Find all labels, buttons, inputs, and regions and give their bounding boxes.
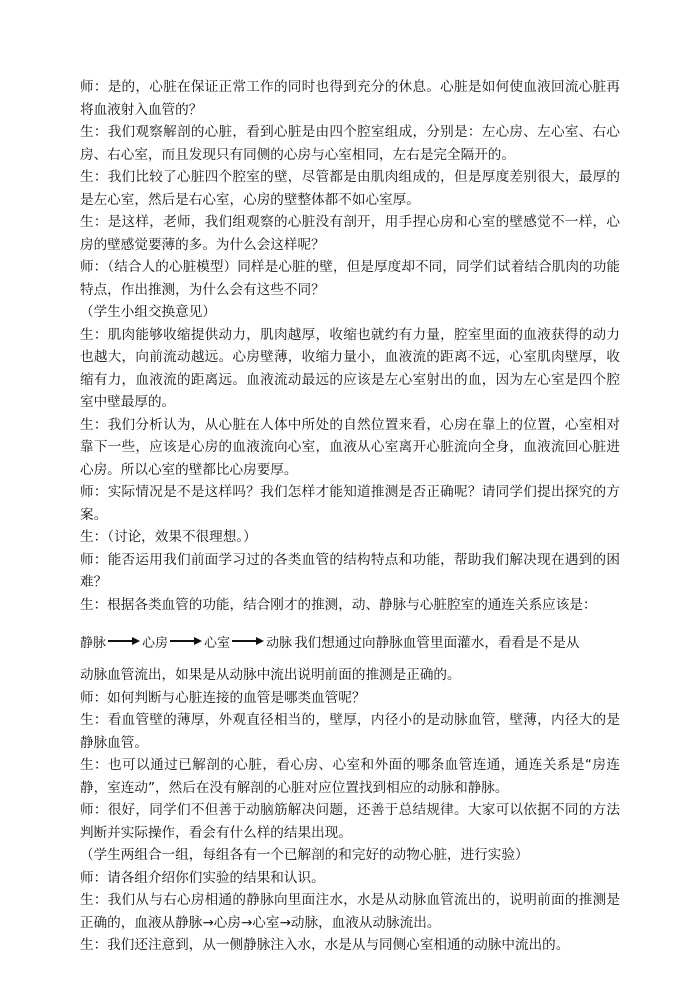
paragraph: 生：肌肉能够收缩提供动力，肌肉越厚，收缩也就约有力量，腔室里面的血液获得的动力也越大，向前流动越远。心房壁薄，收缩力量小，血液流的距离不远，心室肌肉壁厚，收缩有力，血液流的距离远。血液流动最远的应该是左心室射出的血，因为左心室是四个腔室中壁最厚的。 [80, 326, 620, 410]
paragraph: 生：我们还注意到，从一侧静脉注入水，水是从与同侧心室相通的动脉中流出的。 [80, 937, 570, 953]
flow-trailing-text: 我们想通过向静脉血管里面灌水，看看是不是从 [294, 635, 580, 651]
paragraph: （学生两组合一组，每组各有一个已解剖的和完好的动物心脏，进行实验） [80, 847, 529, 863]
blood-flow-diagram [80, 618, 620, 664]
paragraph: 师：实际情况是不是这样吗？我们怎样才能知道推测是否正确呢？请同学们提出探究的方案。 [80, 484, 620, 523]
paragraphs-before [80, 76, 620, 616]
arrow-right-icon [170, 637, 202, 645]
paragraph: 生：我们分析认为，从心脏在人体中所处的自然位置来看，心房在靠上的位置，心室相对靠下一些，应该是心房的血液流向心室，血液从心室离开心脏流向全身，血液流回心脏进心房。所以心室的壁都比心房要厚。 [80, 416, 620, 478]
paragraph: 师：很好，同学们不但善于动脑筋解决问题，还善于总结规律。大家可以依据不同的方法判断并实际操作，看会有什么样的结果出现。 [80, 802, 620, 841]
paragraph: 动脉血管流出，如果是从动脉中流出说明前面的推测是正确的。 [80, 667, 461, 683]
paragraph: （学生小组交换意见） [80, 304, 216, 320]
arrow-right-icon [232, 637, 264, 645]
paragraph: 生：我们比较了心脏四个腔室的壁，尽管都是由肌肉组成的，但是厚度差别很大，最厚的是左心室，然后是右心室，心房的壁整体都不如心室厚。 [80, 169, 620, 208]
paragraph: 生：也可以通过已解剖的心脏，看心房、心室和外面的哪条血管连通，通连关系是“房连静，室连动”，然后在没有解剖的心脏对应位置找到相应的动脉和静脉。 [80, 757, 620, 796]
paragraph: 生：看血管壁的薄厚，外观直径相当的，壁厚，内径小的是动脉血管，壁薄，内径大的是静脉血管。 [80, 712, 620, 751]
paragraph: 师：请各组介绍你们实验的结果和认识。 [80, 869, 325, 886]
flow-node-vein: 静脉 [80, 635, 107, 651]
paragraph: 生：（讨论，效果不很理想。） [80, 529, 257, 545]
paragraph: 师：是的，心脏在保证正常工作的同时也得到充分的休息。心脏是如何使血液回流心脏再将血液射入血管的？ [80, 79, 620, 118]
paragraph: 生：是这样，老师，我们组观察的心脏没有剖开，用手捏心房和心室的壁感觉不一样，心房的壁感觉要薄的多。为什么会这样呢？ [80, 214, 620, 253]
paragraph: 师：如何判断与心脏连接的血管是哪类血管呢？ [80, 689, 366, 706]
document-body [80, 76, 620, 957]
paragraph: 师：能否运用我们前面学习过的各类血管的结构特点和功能，帮助我们解决现在遇到的困难？ [80, 551, 620, 590]
flow-node-artery: 动脉 [266, 635, 293, 651]
flow-node-atrium: 心房 [142, 635, 169, 651]
paragraph: 生：根据各类血管的功能，结合刚才的推测，动、静脉与心脏腔室的通连关系应该是： [80, 596, 597, 613]
paragraph: 师：（结合人的心脏模型）同样是心脏的壁，但是厚度却不同，同学们试着结合肌肉的功能特点，作出推测，为什么会有这些不同？ [80, 259, 620, 298]
arrow-right-icon [108, 637, 140, 645]
paragraph: 生：我们从与右心房相通的静脉向里面注水，水是从动脉血管流出的，说明前面的推测是正确的，血液从静脉→心房→心室→动脉，血液从动脉流出。 [80, 892, 620, 931]
paragraphs-after [80, 664, 620, 957]
paragraph: 生：我们观察解剖的心脏，看到心脏是由四个腔室组成，分别是：左心房、左心室、右心房、右心室，而且发现只有同侧的心房与心室相同，左右是完全隔开的。 [80, 124, 620, 163]
flow-node-ventricle: 心室 [204, 635, 231, 651]
